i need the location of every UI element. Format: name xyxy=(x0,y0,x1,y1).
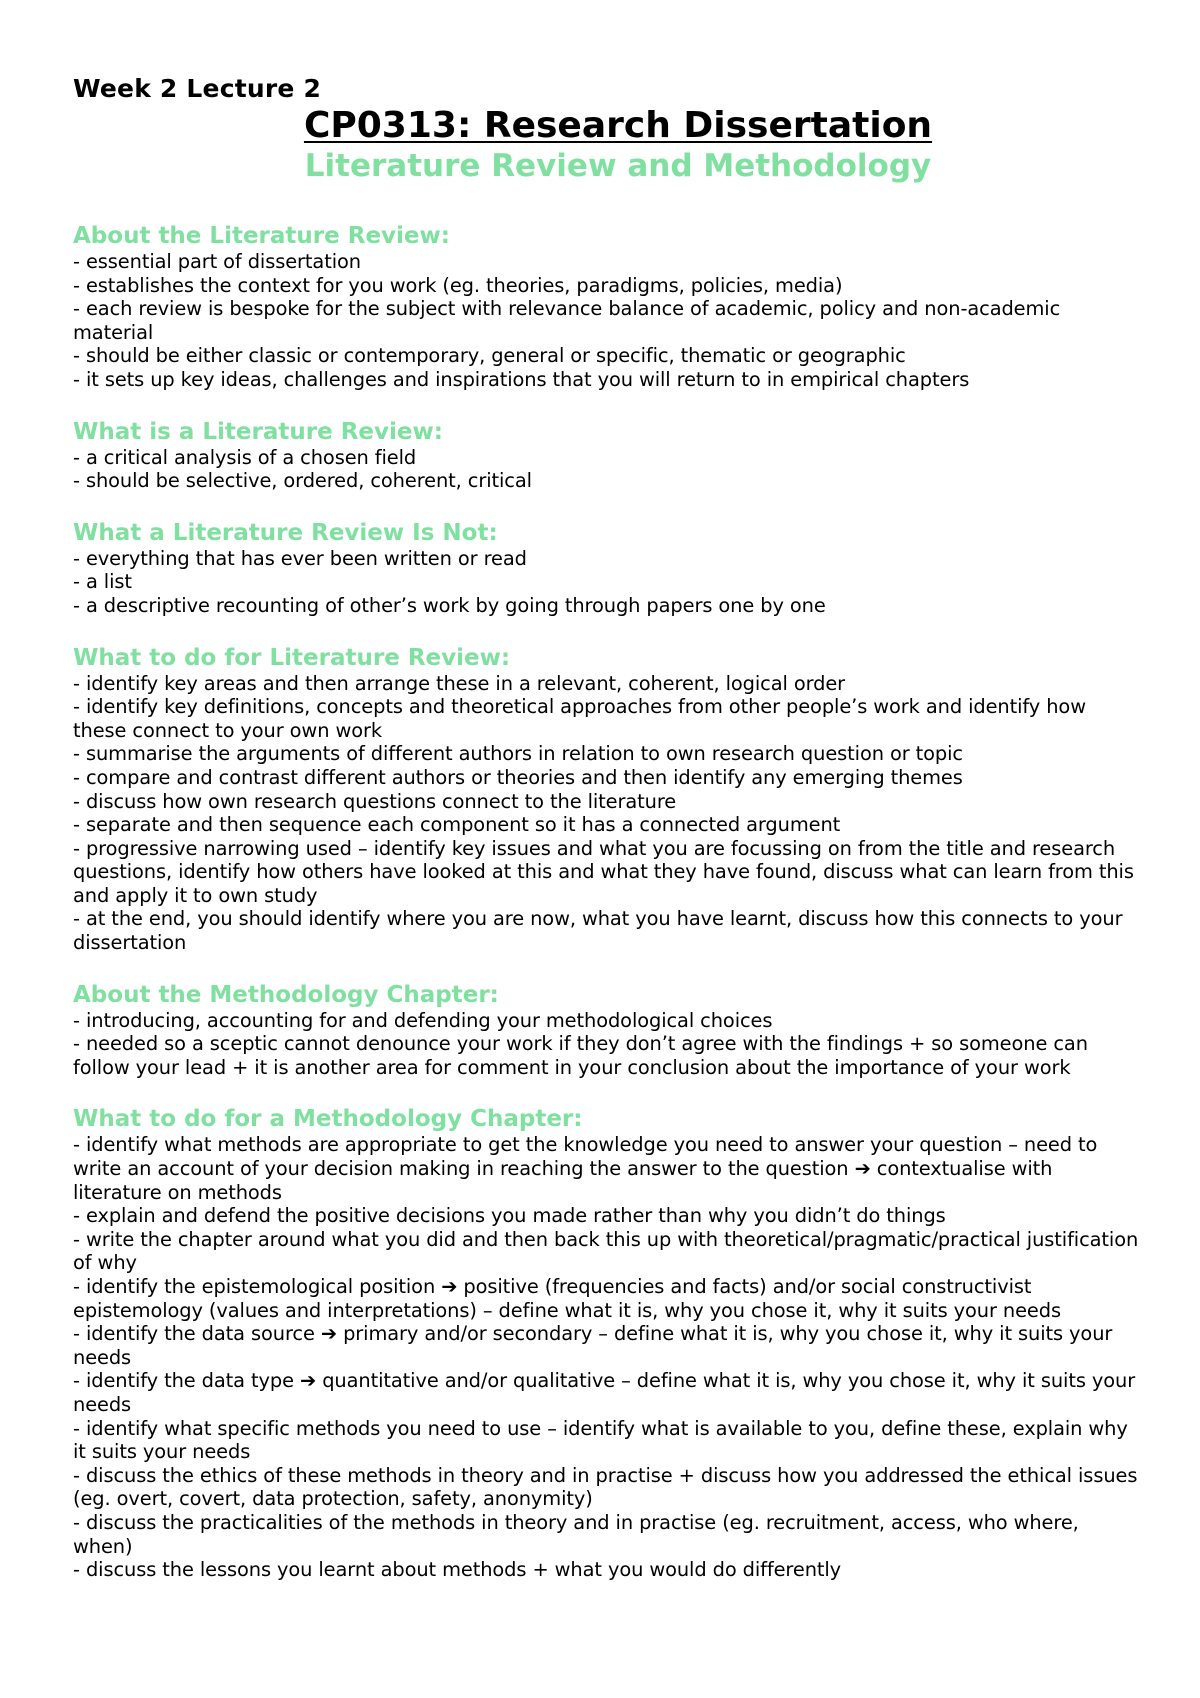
bullet-item: - identify key definitions, concepts and theoretical approaches from other people’s work and identify how these connect to your own work xyxy=(73,695,1086,742)
section-heading: What to do for a Methodology Chapter: xyxy=(73,1106,583,1133)
bullet-item: - discuss how own research questions connect to the literature xyxy=(73,789,677,813)
bullet-item: - identify the data type ➔ quantitative and/or qualitative – define what it is, why you chose it, why it suits your needs xyxy=(73,1369,1136,1416)
week-lecture-label: Week 2 Lecture 2 xyxy=(73,74,322,103)
bullet-item: - at the end, you should identify where you are now, what you have learnt, discuss how this connects to your dissertation xyxy=(73,907,1123,955)
section-what-is-literature-review xyxy=(73,418,1143,493)
section-heading: What to do for Literature Review: xyxy=(73,644,511,671)
bullet-item: - discuss the lessons you learnt about methods + what you would do differently xyxy=(73,1558,842,1582)
section-what-to-do-methodology-chapter xyxy=(73,1105,1143,1581)
bullet-item: - identify the data source ➔ primary and/or secondary – define what it is, why you chose it, why it suits your needs xyxy=(73,1322,1113,1369)
bullet-item: - establishes the context for you work (eg. theories, paradigms, policies, media) xyxy=(73,273,843,297)
bullet-item: - a list xyxy=(73,570,132,594)
bullet-item: - separate and then sequence each component so it has a connected argument xyxy=(73,813,841,837)
bullet-item: - discuss the ethics of these methods in theory and in practise + discuss how you addressed the ethical issues (eg. overt, covert, data protection, safety, anonymity) xyxy=(73,1463,1138,1511)
bullet-item: - a descriptive recounting of other’s work by going through papers one by one xyxy=(73,593,826,617)
section-about-literature-review xyxy=(73,222,1143,392)
section-heading: About the Literature Review: xyxy=(73,223,450,249)
bullet-item: - progressive narrowing used – identify key issues and what you are focussing on from the title and research questions, identify how others have looked at this and what they have found, discuss what can learn from this and apply it to own study xyxy=(73,836,1134,907)
bullet-list xyxy=(73,1133,1143,1581)
bullet-item: - needed so a sceptic cannot denounce your work if they don’t agree with the findings + so someone can follow your lead + it is another area for comment in your conclusion about the importance of your work xyxy=(73,1032,1088,1079)
bullet-item: - each review is bespoke for the subject with relevance balance of academic, policy and non-academic material xyxy=(73,297,1061,344)
bullet-list xyxy=(73,547,1143,618)
bullet-item: - compare and contrast different authors or theories and then identify any emerging themes xyxy=(73,765,963,789)
bullet-list xyxy=(73,250,1143,392)
bullet-item: - write the chapter around what you did and then back this up with theoretical/pragmatic/practical justification of why xyxy=(73,1227,1139,1275)
bullet-item: - identify key areas and then arrange these in a relevant, coherent, logical order xyxy=(73,671,846,695)
bullet-item: - identify the epistemological position ➔ positive (frequencies and facts) and/or social constructivist epistemology (values and interpretations) – define what it is, why you chose it, why it suits your needs xyxy=(73,1275,1061,1322)
section-what-to-do-literature-review xyxy=(73,644,1143,955)
bullet-item: - essential part of dissertation xyxy=(73,250,361,273)
bullet-list xyxy=(73,1009,1143,1080)
section-heading: About the Methodology Chapter: xyxy=(73,981,499,1008)
bullet-item: - discuss the practicalities of the methods in theory and in practise (eg. recruitment, access, who where, when) xyxy=(73,1510,1079,1558)
section-heading: What a Literature Review Is Not: xyxy=(73,519,498,546)
bullet-item: - a critical analysis of a chosen field xyxy=(73,445,417,469)
course-title: CP0313: Research Dissertation xyxy=(303,105,933,146)
bullet-list xyxy=(73,446,1143,493)
bullet-item: - identify what specific methods you need to use – identify what is available to you, define these, explain why it suits your needs xyxy=(73,1416,1128,1464)
bullet-item: - introducing, accounting for and defending your methodological choices xyxy=(73,1008,773,1032)
section-heading: What is a Literature Review: xyxy=(73,418,443,445)
section-about-methodology-chapter xyxy=(73,981,1143,1080)
bullet-list xyxy=(73,672,1143,955)
bullet-item: - everything that has ever been written or read xyxy=(73,546,527,570)
bullet-item: - it sets up key ideas, challenges and inspirations that you will return to in empirical chapters xyxy=(73,367,970,391)
document-page xyxy=(73,72,1143,1582)
bullet-item: - should be either classic or contemporary, general or specific, thematic or geographic xyxy=(73,344,906,368)
bullet-item: - summarise the arguments of different authors in relation to own research question or topic xyxy=(73,742,963,766)
topic-subtitle: Literature Review and Methodology xyxy=(304,148,932,184)
bullet-item: - should be selective, ordered, coherent, critical xyxy=(73,469,532,493)
section-what-literature-review-is-not xyxy=(73,519,1143,618)
bullet-item: - identify what methods are appropriate to get the knowledge you need to answer your question – need to write an account of your decision making in reaching the answer to the question ➔ contextualise with literature on methods xyxy=(73,1133,1098,1204)
bullet-item: - explain and defend the positive decisions you made rather than why you didn’t do things xyxy=(73,1204,946,1228)
